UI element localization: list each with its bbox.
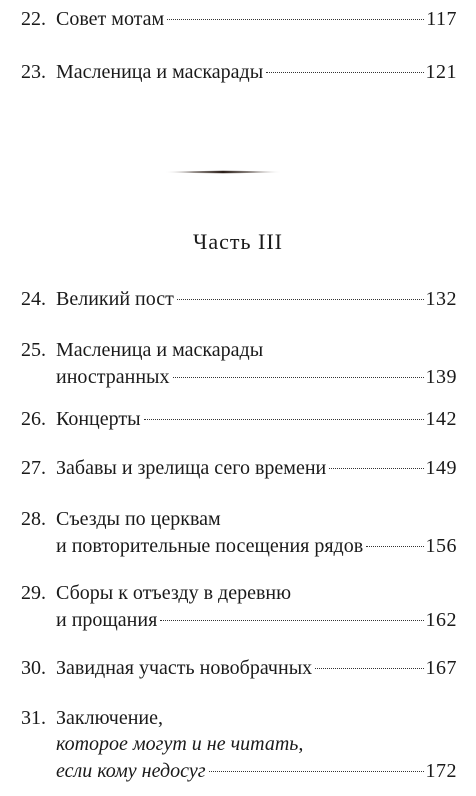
entry-number: 22.	[21, 8, 46, 30]
entry-page-number: 167	[425, 657, 457, 679]
dot-leader	[209, 771, 424, 772]
entry-page-number: 132	[425, 288, 457, 310]
entry-number: 25.	[21, 339, 46, 361]
entry-title: Великий пост	[56, 288, 174, 310]
entry-number: 29.	[21, 582, 46, 604]
entry-title: Завидная участь новобрачных	[56, 657, 313, 679]
ornamental-divider	[164, 170, 282, 174]
entry-title-line: Сборы к отъезду в деревню	[56, 582, 292, 604]
entry-page-number: 117	[426, 8, 457, 30]
entry-number: 27.	[21, 457, 46, 479]
dot-leader	[315, 668, 423, 669]
dot-leader	[144, 419, 424, 420]
entry-page-number: 149	[425, 457, 457, 479]
dot-leader	[173, 377, 424, 378]
dot-leader	[329, 468, 423, 469]
entry-title-line: Масленица и маскарады	[56, 339, 264, 361]
entry-number: 26.	[21, 408, 46, 430]
dot-leader	[366, 546, 423, 547]
dot-leader	[266, 72, 423, 73]
entry-number: 23.	[21, 61, 46, 83]
entry-subtitle-line: которое могут и не читать,	[56, 733, 304, 755]
entry-number: 30.	[21, 657, 46, 679]
dot-leader	[177, 299, 424, 300]
entry-title-line: иностранных	[56, 366, 170, 388]
entry-number: 28.	[21, 508, 46, 530]
entry-number: 31.	[21, 707, 46, 729]
entry-page-number: 172	[425, 760, 457, 782]
entry-subtitle-line: если кому недосуг	[56, 760, 206, 782]
entry-page-number: 139	[425, 366, 457, 388]
entry-page-number: 162	[425, 609, 457, 631]
entry-title: Концерты	[56, 408, 141, 430]
entry-number: 24.	[21, 288, 46, 310]
entry-title-line: Заключение,	[56, 707, 163, 729]
entry-title: Совет мотам	[56, 8, 165, 30]
entry-title-line: Съезды по церквам	[56, 508, 221, 530]
entry-page-number: 142	[425, 408, 457, 430]
dot-leader	[160, 620, 423, 621]
dot-leader	[167, 19, 424, 20]
entry-title-line: и прощания	[56, 609, 158, 631]
part-heading: Часть III	[193, 229, 283, 254]
entry-title-line: и повторительные посещения рядов	[56, 535, 364, 557]
entry-title: Забавы и зрелища сего времени	[56, 457, 327, 479]
entry-page-number: 156	[425, 535, 457, 557]
entry-title: Масленица и маскарады	[56, 61, 264, 83]
entry-page-number: 121	[425, 61, 457, 83]
